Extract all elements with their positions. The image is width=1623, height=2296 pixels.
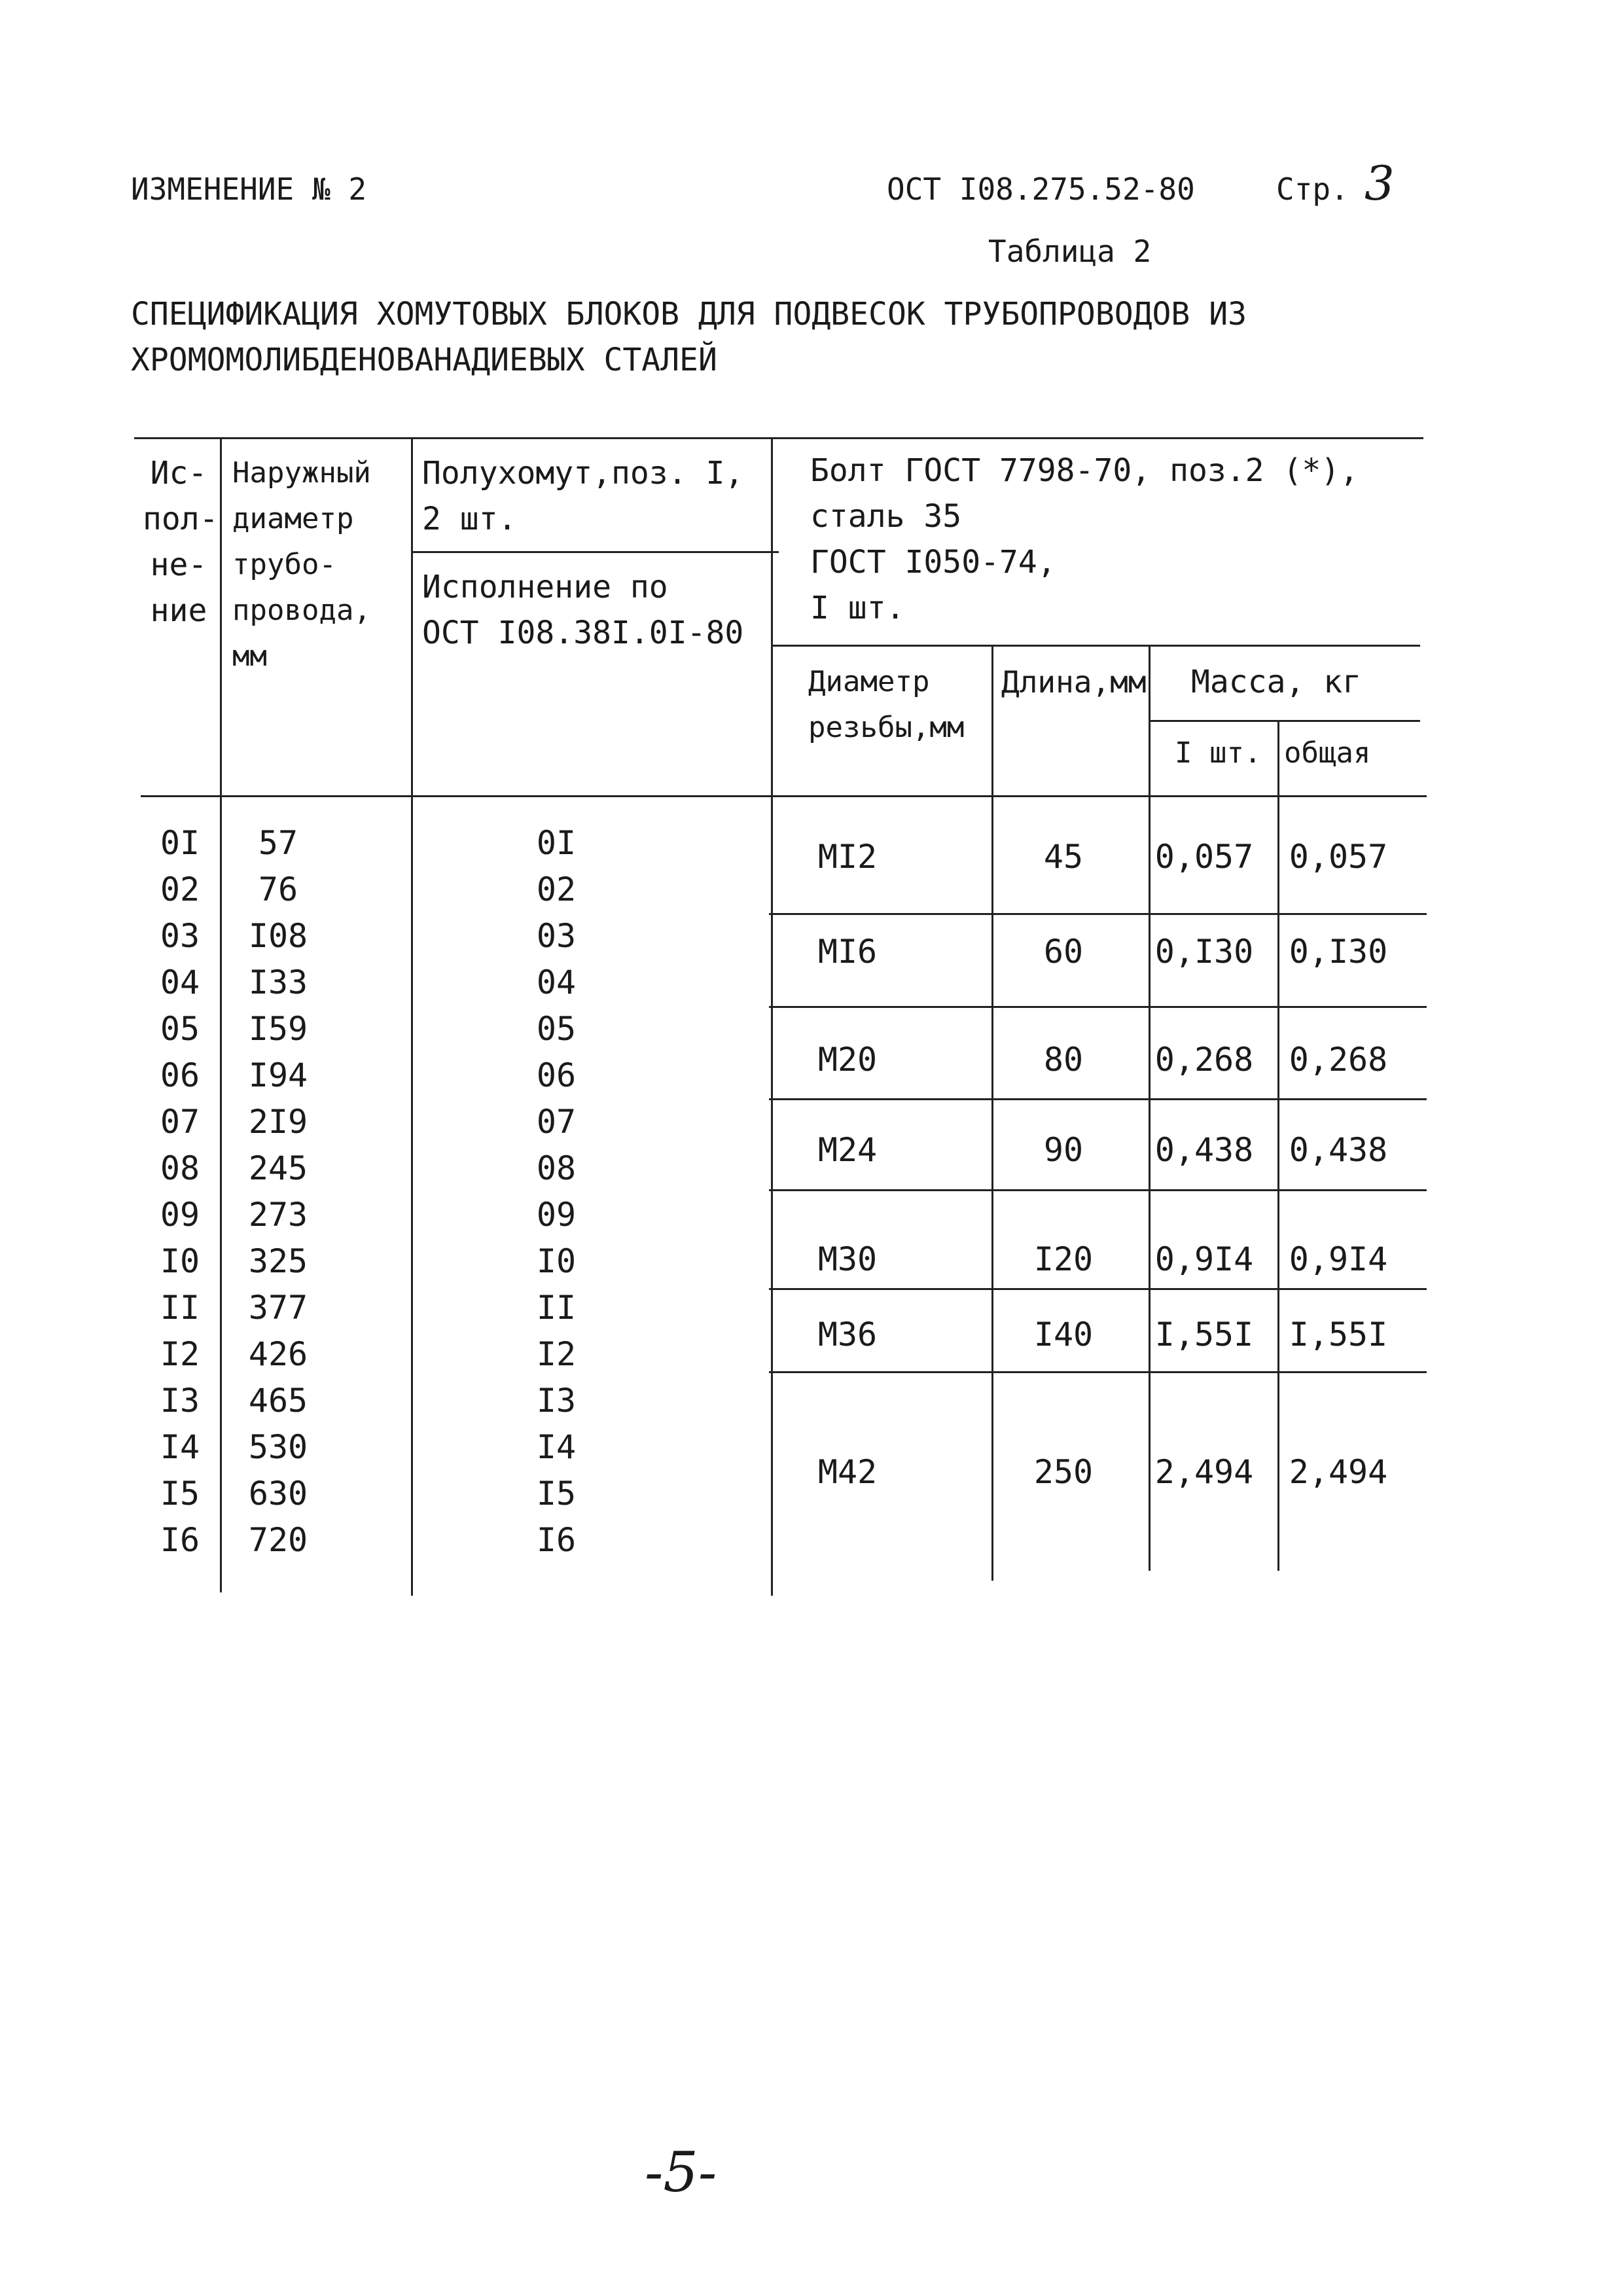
execution-column bbox=[497, 820, 615, 1564]
header-mass-one: I шт. bbox=[1175, 736, 1262, 770]
page-mark: -5- bbox=[645, 2140, 717, 2204]
mass-total-cell: 0,9I4 bbox=[1289, 1240, 1388, 1278]
bolt-divider bbox=[772, 645, 1420, 647]
version-cell: 06 bbox=[160, 1056, 200, 1094]
diameter-cell: 530 bbox=[248, 1428, 308, 1466]
half-clamp-divider bbox=[412, 551, 779, 553]
mass-total-cell: 0,I30 bbox=[1289, 933, 1388, 971]
page-number: 3 bbox=[1364, 156, 1395, 211]
mass-divider bbox=[1149, 720, 1420, 722]
length-cell: 60 bbox=[1043, 933, 1084, 971]
header-thread-diameter: Диаметр резьбы,мм bbox=[808, 665, 965, 744]
header-mass-total: общая bbox=[1284, 736, 1371, 770]
mass-total-cell: 2,494 bbox=[1289, 1453, 1388, 1491]
version-cell: 03 bbox=[160, 917, 200, 955]
bolt-row-rule bbox=[769, 913, 1427, 915]
diameter-cell: 325 bbox=[248, 1242, 308, 1280]
version-cell: 08 bbox=[160, 1149, 200, 1187]
mass-total-cell: 0,438 bbox=[1289, 1131, 1388, 1169]
execution-cell: I5 bbox=[536, 1475, 577, 1513]
version-cell: I0 bbox=[160, 1242, 200, 1280]
diameter-cell: 630 bbox=[248, 1475, 308, 1513]
thread-diameter-cell: M30 bbox=[817, 1240, 878, 1278]
version-cell: 04 bbox=[160, 963, 200, 1001]
mass-one-cell: 0,9I4 bbox=[1154, 1240, 1254, 1278]
execution-cell: I3 bbox=[536, 1382, 577, 1420]
diameter-cell: 377 bbox=[248, 1289, 308, 1327]
version-cell: 05 bbox=[160, 1010, 200, 1048]
version-cell: I3 bbox=[160, 1382, 200, 1420]
thread-diameter-cell: M36 bbox=[817, 1316, 878, 1354]
diameter-cell: 57 bbox=[258, 824, 298, 862]
header-half-clamp: Полухомут,поз. I, 2 шт. bbox=[422, 455, 744, 537]
execution-cell: 07 bbox=[536, 1103, 577, 1141]
length-cell: 80 bbox=[1043, 1041, 1084, 1079]
diameter-cell: I33 bbox=[248, 963, 308, 1001]
version-cell: I6 bbox=[160, 1521, 200, 1559]
header-bottom-rule bbox=[141, 795, 1427, 797]
column-divider bbox=[220, 437, 222, 1592]
execution-cell: I4 bbox=[536, 1428, 577, 1466]
length-cell: 90 bbox=[1043, 1131, 1084, 1169]
thread-diameter-cell: M20 bbox=[817, 1041, 878, 1079]
execution-cell: 0I bbox=[536, 824, 577, 862]
execution-cell: 09 bbox=[536, 1196, 577, 1234]
page-label: Стр. bbox=[1276, 171, 1349, 207]
column-divider bbox=[991, 645, 993, 1581]
standard-number: ОСТ I08.275.52-80 bbox=[887, 171, 1195, 207]
mass-total-cell: I,55I bbox=[1289, 1316, 1388, 1354]
execution-cell: 06 bbox=[536, 1056, 577, 1094]
execution-cell: I0 bbox=[536, 1242, 577, 1280]
version-cell: 02 bbox=[160, 870, 200, 908]
bolt-row-rule bbox=[769, 1371, 1427, 1373]
bolt-row-rule bbox=[769, 1006, 1427, 1008]
mass-one-cell: 0,057 bbox=[1154, 838, 1254, 876]
mass-one-cell: 0,438 bbox=[1154, 1131, 1254, 1169]
execution-cell: I6 bbox=[536, 1521, 577, 1559]
header-mass: Масса, кг bbox=[1191, 664, 1362, 700]
table-label: Таблица 2 bbox=[988, 234, 1152, 269]
diameter-cell: 2I9 bbox=[248, 1103, 308, 1141]
diameter-cell: 273 bbox=[248, 1196, 308, 1234]
change-notice-label: ИЗМЕНЕНИЕ № 2 bbox=[131, 171, 367, 207]
header-length: Длина,мм bbox=[1001, 664, 1147, 700]
version-cell: I2 bbox=[160, 1335, 200, 1373]
table-top-rule bbox=[134, 437, 1423, 439]
execution-cell: 05 bbox=[536, 1010, 577, 1048]
document-title: СПЕЦИФИКАЦИЯ ХОМУТОВЫХ БЛОКОВ ДЛЯ ПОДВЕСОК ТРУБОПРОВОДОВ ИЗ ХРОМОМОЛИБДЕНОВАНАДИЕВЫХ СТАЛЕЙ bbox=[131, 296, 1247, 378]
header-outer-diameter: Наружный диаметр трубо- провода, мм bbox=[232, 456, 371, 673]
version-cell: I5 bbox=[160, 1475, 200, 1513]
length-cell: 250 bbox=[1033, 1453, 1094, 1491]
header-bolt: Болт ГОСТ 7798-70, поз.2 (*), сталь 35 ГОСТ I050-74, I шт. bbox=[810, 452, 1359, 626]
version-column bbox=[141, 820, 219, 1564]
execution-cell: II bbox=[536, 1289, 577, 1327]
mass-one-cell: I,55I bbox=[1154, 1316, 1254, 1354]
header-half-clamp-execution: Исполнение по ОСТ I08.38I.0I-80 bbox=[422, 569, 744, 651]
column-divider bbox=[1149, 645, 1150, 1571]
length-cell: 45 bbox=[1043, 838, 1084, 876]
diameter-cell: 245 bbox=[248, 1149, 308, 1187]
version-cell: 0I bbox=[160, 824, 200, 862]
version-cell: II bbox=[160, 1289, 200, 1327]
version-cell: 09 bbox=[160, 1196, 200, 1234]
bolt-row-rule bbox=[769, 1189, 1427, 1191]
diameter-cell: 426 bbox=[248, 1335, 308, 1373]
length-cell: I20 bbox=[1033, 1240, 1094, 1278]
diameter-cell: I08 bbox=[248, 917, 308, 955]
diameter-cell: I59 bbox=[248, 1010, 308, 1048]
mass-one-cell: 0,I30 bbox=[1154, 933, 1254, 971]
diameter-cell: 76 bbox=[258, 870, 298, 908]
execution-cell: 03 bbox=[536, 917, 577, 955]
thread-diameter-cell: M24 bbox=[817, 1131, 878, 1169]
column-divider bbox=[411, 437, 413, 1596]
thread-diameter-cell: MI2 bbox=[817, 838, 878, 876]
bolt-row-rule bbox=[769, 1288, 1427, 1290]
mass-one-cell: 2,494 bbox=[1154, 1453, 1254, 1491]
diameter-column bbox=[226, 820, 330, 1564]
thread-diameter-cell: MI6 bbox=[817, 933, 878, 971]
diameter-cell: 720 bbox=[248, 1521, 308, 1559]
version-cell: I4 bbox=[160, 1428, 200, 1466]
length-cell: I40 bbox=[1033, 1316, 1094, 1354]
thread-diameter-cell: M42 bbox=[817, 1453, 878, 1491]
execution-cell: 08 bbox=[536, 1149, 577, 1187]
execution-cell: I2 bbox=[536, 1335, 577, 1373]
mass-total-cell: 0,268 bbox=[1289, 1041, 1388, 1079]
execution-cell: 02 bbox=[536, 870, 577, 908]
execution-cell: 04 bbox=[536, 963, 577, 1001]
version-cell: 07 bbox=[160, 1103, 200, 1141]
diameter-cell: I94 bbox=[248, 1056, 308, 1094]
bolt-row-rule bbox=[769, 1098, 1427, 1100]
diameter-cell: 465 bbox=[248, 1382, 308, 1420]
mass-one-cell: 0,268 bbox=[1154, 1041, 1254, 1079]
column-divider bbox=[771, 437, 773, 1596]
header-version: Ис- пол- не- ние bbox=[143, 455, 219, 629]
mass-total-cell: 0,057 bbox=[1289, 838, 1388, 876]
